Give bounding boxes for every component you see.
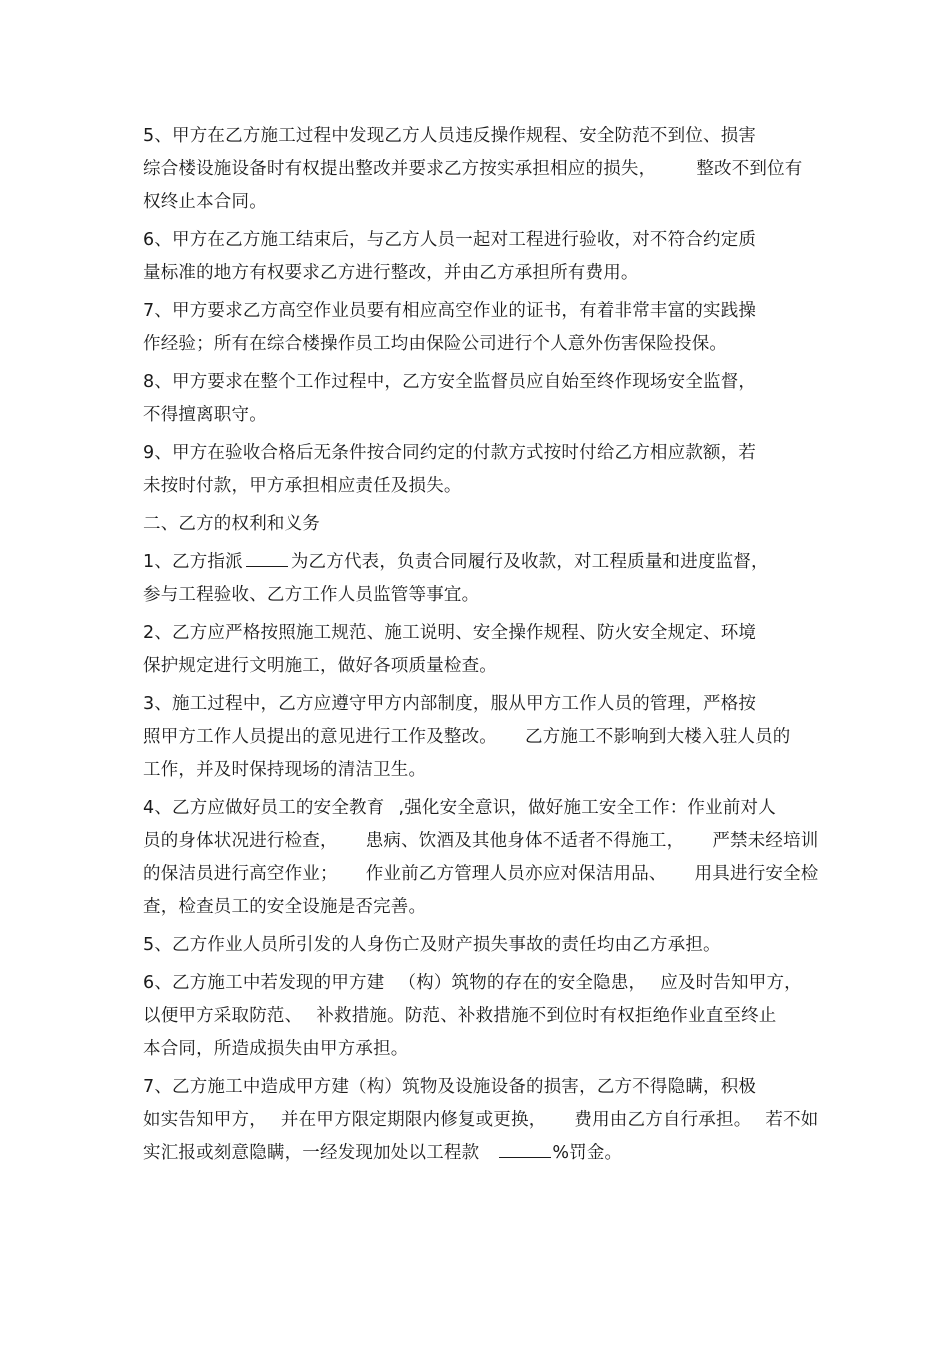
text-line: 6、甲方在乙方施工结束后，与乙方人员一起对工程进行验收，对不符合约定质 [143,230,757,250]
clause-party-b-7 [143,1071,819,1170]
clause-party-a-9 [143,437,808,503]
text-line: 9、甲方在验收合格后无条件按合同约定的付款方式按时付给乙方相应款额，若 [143,443,757,463]
clause-party-a-8 [143,366,808,432]
text-line: 5、乙方作业人员所引发的人身伤亡及财产损失事故的责任均由乙方承担。 [143,935,721,955]
clause-party-b-1 [143,546,808,612]
text-line: 实汇报或刻意隐瞒，一经发现加处以工程款 %罚金。 [143,1137,808,1170]
text-line: 3、施工过程中，乙方应遵守甲方内部制度，服从甲方工作人员的管理，严格按 [143,694,757,714]
text-line: 权终止本合同。 [143,192,267,212]
text-line: 8、甲方要求在整个工作过程中，乙方安全监督员应自始至终作现场安全监督， [143,372,757,392]
text-line: 工作，并及时保持现场的清洁卫生。 [143,760,427,780]
text-line: 7、乙方施工中造成甲方建（构）筑物及设施设备的损害，乙方不得隐瞒，积极 [143,1077,757,1097]
clause-party-b-6 [143,967,808,1066]
text-line: 员的身体状况进行检查， 患病、饮酒及其他身体不适者不得施工， 严禁未经培训 [143,831,819,851]
text-line: 综合楼设施设备时有权提出整改并要求乙方按实承担相应的损失， 整改不到位有 [143,159,803,179]
text-line: 4、乙方应做好员工的安全教育 ,强化安全意识，做好施工安全工作：作业前对人 [143,798,776,818]
text-line: 作经验；所有在综合楼操作员工均由保险公司进行个人意外伤害保险投保。 [143,334,728,354]
text-line: 参与工程验收、乙方工作人员监管等事宜。 [143,585,480,605]
section-heading-text: 二、乙方的权利和义务 [143,514,320,534]
clause-party-a-7 [143,295,808,361]
text-line: 6、乙方施工中若发现的甲方建 （构）筑物的存在的安全隐患， 应及时告知甲方， [143,973,802,993]
text-line: 1、乙方指派 为乙方代表，负责合同履行及收款，对工程质量和进度监督， [143,546,808,579]
text-line: 量标准的地方有权要求乙方进行整改，并由乙方承担所有费用。 [143,263,639,283]
contract-page [143,120,819,1175]
section-heading [143,508,808,541]
text-line: 如实告知甲方， 并在甲方限定期限内修复或更换， 费用由乙方自行承担。 若不如 [143,1110,819,1130]
text-line: 5、甲方在乙方施工过程中发现乙方人员违反操作规程、安全防范不到位、损害 [143,126,757,146]
clause-party-b-5 [143,929,808,962]
text-line: 2、乙方应严格按照施工规范、施工说明、安全操作规程、防火安全规定、环境 [143,623,757,643]
text-line: 本合同，所造成损失由甲方承担。 [143,1039,409,1059]
clause-party-a-5 [143,120,808,219]
text-line: 保护规定进行文明施工，做好各项质量检查。 [143,656,497,676]
text-line: 不得擅离职守。 [143,405,267,425]
clause-party-a-6 [143,224,808,290]
text-line: 查，检查员工的安全设施是否完善。 [143,897,427,917]
text-line: 照甲方工作人员提出的意见进行工作及整改。 乙方施工不影响到大楼入驻人员的 [143,727,791,747]
text-line: 的保洁员进行高空作业； 作业前乙方管理人员亦应对保洁用品、 用具进行安全检 [143,864,819,884]
clause-party-b-4 [143,792,819,924]
text-line: 以便甲方采取防范、 补救措施。防范、补救措施不到位时有权拒绝作业直至终止 [143,1006,777,1026]
text-line: 7、甲方要求乙方高空作业员要有相应高空作业的证书，有着非常丰富的实践操 [143,301,757,321]
clause-party-b-3 [143,688,808,787]
penalty-percent-blank[interactable] [499,1140,551,1158]
text-line: 未按时付款，甲方承担相应责任及损失。 [143,476,462,496]
representative-blank[interactable] [246,549,288,567]
clause-party-b-2 [143,617,808,683]
